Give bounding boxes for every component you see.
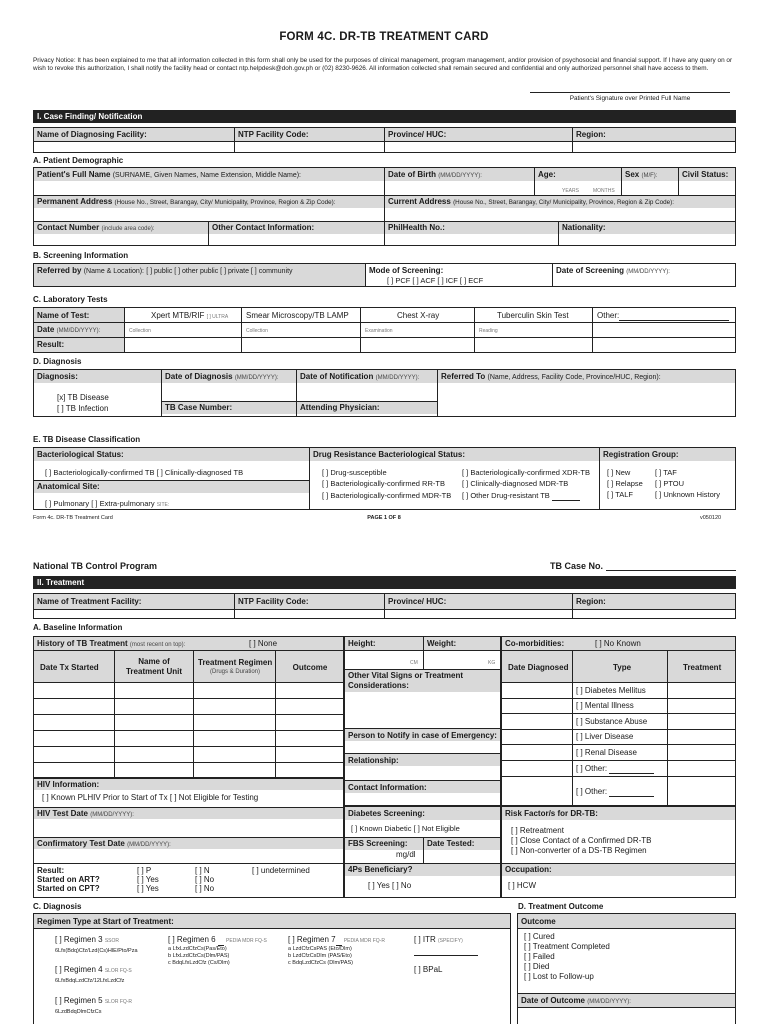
xpert-test[interactable]: Xpert MTB/RIF [ ] ULTRA: [151, 311, 229, 320]
regimen-3[interactable]: [ ] Regimen 3 SSOR: [55, 935, 119, 944]
col-treatment: Treatment: [683, 663, 722, 672]
cm-liver[interactable]: [ ] Liver Disease: [576, 732, 634, 741]
fbs-label: FBS Screening:: [348, 839, 408, 848]
mode-options[interactable]: [ ] PCF [ ] ACF [ ] ICF [ ] ECF: [387, 276, 484, 285]
collection2-label: Collection: [246, 328, 268, 334]
date-of-screening-field[interactable]: Date of Screening (MM/DD/YYYY):: [556, 266, 670, 275]
hcw-option[interactable]: [ ] HCW: [508, 881, 536, 890]
diagnosing-facility-label: Name of Diagnosing Facility:: [37, 130, 147, 139]
ntp-code-label: NTP Facility Code:: [238, 130, 309, 139]
cm-other-1[interactable]: [ ] Other:: [573, 763, 657, 775]
signature-line[interactable]: [530, 92, 730, 93]
program-name: National TB Control Program: [33, 561, 158, 571]
treatment-outcome-heading: D. Treatment Outcome: [518, 902, 604, 911]
regimen-7[interactable]: [ ] Regimen 7 PEDIA MDR FQ-R: [288, 935, 385, 944]
section-treatment: II. Treatment: [33, 576, 736, 589]
occupation-label: Occupation:: [505, 865, 552, 874]
cm-mental[interactable]: [ ] Mental Illness: [576, 701, 634, 710]
years-label: YEARS: [562, 188, 579, 194]
cm-other-2[interactable]: [ ] Other:: [573, 786, 657, 798]
outcome-table: [517, 913, 736, 1024]
weight-label: Weight:: [427, 639, 457, 648]
result-undetermined[interactable]: [ ] undetermined: [252, 866, 310, 875]
reg-relapse[interactable]: [ ] Relapse: [607, 479, 643, 488]
result-label: Result:: [37, 866, 65, 875]
tb-disease-option[interactable]: [x] TB Disease: [57, 393, 109, 402]
regimen-6a: a LfxLzdCfzCs(Pas/Eto): [168, 946, 227, 952]
contact-number-field[interactable]: Contact Number (include area code):: [37, 223, 155, 232]
reg-taf[interactable]: [ ] TAF: [655, 468, 677, 477]
anatomical-options[interactable]: [ ] Pulmonary [ ] Extra-pulmonary SITE:: [42, 498, 212, 511]
dr-option-3[interactable]: [ ] Bacteriologically-confirmed MDR-TB: [322, 491, 452, 500]
col-treatment-unit: Name of Treatment Unit: [125, 657, 182, 676]
col-type: Type: [613, 663, 632, 672]
cpt-label: Started on CPT?: [37, 884, 100, 893]
reg-new[interactable]: [ ] New: [607, 468, 631, 477]
bact-status-label: Bacteriological Status:: [37, 450, 124, 459]
treatment-facility-row: [33, 593, 736, 619]
regimen-5-drugs: 6LzdBdqDlmCfzCs: [55, 1009, 102, 1015]
risk-non-converter[interactable]: [ ] Non-converter of a DS-TB Regimen: [511, 846, 647, 855]
mgdl-unit: mg/dl: [396, 850, 416, 859]
dr-status-label: Drug Resistance Bacteriological Status:: [313, 450, 466, 459]
dr-option-4[interactable]: [ ] Bacteriologically-confirmed XDR-TB: [462, 468, 590, 477]
result-p[interactable]: [ ] P: [137, 866, 152, 875]
classification-heading: E. TB Disease Classification: [33, 435, 141, 444]
lab-result-label: Result:: [37, 340, 65, 349]
art-label: Started on ART?: [37, 875, 100, 884]
tb-infection-option[interactable]: [ ] TB Infection: [57, 404, 109, 413]
hiv-info-label: HIV Information:: [37, 780, 100, 789]
vitals-table: [344, 636, 501, 806]
dr-option-1[interactable]: [ ] Drug-susceptible: [322, 468, 387, 477]
p2-province-label: Province/ HUC:: [388, 597, 447, 606]
smear-test: Smear Microscopy/TB LAMP: [246, 311, 349, 320]
diabetic-options[interactable]: [ ] Known Diabetic [ ] Not Eligible: [351, 824, 460, 833]
region-label: Region:: [576, 130, 606, 139]
outcome-died[interactable]: [ ] Died: [524, 962, 550, 971]
mode-of-screening-label: Mode of Screening:: [369, 266, 444, 275]
cm-diabetes[interactable]: [ ] Diabetes Mellitus: [576, 686, 646, 695]
footer-left: Form 4c. DR-TB Treatment Card: [33, 515, 113, 521]
dr-option-6[interactable]: [ ] Other Drug-resistant TB: [459, 490, 583, 502]
section-case-finding: I. Case Finding/ Notification: [33, 110, 736, 123]
regimen-table: [33, 913, 511, 1024]
date-tested-label: Date Tested:: [427, 839, 475, 848]
confirmatory-date-field[interactable]: Confirmatory Test Date (MM/DD/YYYY):: [37, 839, 171, 848]
cpt-yes[interactable]: [ ] Yes: [137, 884, 159, 893]
lab-tests-heading: C. Laboratory Tests: [33, 295, 108, 304]
other-test-field[interactable]: Other:: [594, 310, 732, 322]
patient-demographic-table: [33, 167, 736, 246]
col-outcome: Outcome: [292, 663, 328, 672]
fourps-options[interactable]: [ ] Yes [ ] No: [368, 881, 412, 890]
outcome-completed[interactable]: [ ] Treatment Completed: [524, 942, 610, 951]
referred-by-field[interactable]: Referred by (Name & Location): [ ] public [ ] other public [ ] private [ ] community: [37, 266, 293, 275]
risk-factor-label: Risk Factor/s for DR-TB:: [505, 809, 598, 818]
art-no[interactable]: [ ] No: [195, 875, 215, 884]
notify-label: Person to Notify in case of Emergency:: [348, 731, 497, 740]
outcome-failed[interactable]: [ ] Failed: [524, 952, 555, 961]
col-date-diagnosed: Date Diagnosed: [508, 663, 569, 672]
comorbidities-table: [501, 636, 736, 806]
province-label: Province/ HUC:: [388, 130, 447, 139]
itr-option[interactable]: [ ] ITR (SPECIFY): [414, 935, 463, 944]
regimen-4-drugs: 6LfxBdqLzdCfz/12LfxLzdCfz: [55, 978, 125, 984]
regimen-7b: b LzdCfzCsDlm (PAS/Eto): [288, 953, 352, 959]
footer-right: v050120: [700, 515, 722, 521]
p2-ntp-label: NTP Facility Code:: [238, 597, 309, 606]
anatomical-site-label: Anatomical Site:: [37, 482, 100, 491]
outcome-label: Outcome: [521, 917, 556, 926]
reg-unknown[interactable]: [ ] Unknown History: [655, 490, 721, 499]
col-regimen: Treatment Regimen: [198, 658, 273, 667]
regimen-5[interactable]: [ ] Regimen 5 SLOR FQ-R: [55, 996, 133, 1005]
philhealth-field[interactable]: PhilHealth No.:: [388, 223, 445, 232]
diabetes-screening-label: Diabetes Screening:: [348, 809, 425, 818]
signature-label: Patient's Signature over Printed Full Name: [569, 95, 691, 102]
diabetes-table: [344, 806, 501, 898]
history-of-treatment-label: History of TB Treatment (most recent on top):: [37, 639, 186, 648]
treatment-facility-label: Name of Treatment Facility:: [37, 597, 142, 606]
no-known-option[interactable]: [ ] No Known: [595, 639, 641, 648]
vitals-label: Other Vital Signs or Treatment Considerations:: [348, 671, 463, 690]
form-title: FORM 4C. DR-TB TREATMENT CARD: [279, 31, 489, 43]
regimen-type-label: Regimen Type at Start of Treatment:: [37, 917, 174, 926]
regimen-7a: a LzdCfzCsPAS (Eto/Dlm): [288, 946, 352, 952]
full-name-field[interactable]: Patient's Full Name (SURNAME, Given Names, Name Extension, Middle Name):: [37, 170, 301, 179]
collection-label: Collection: [129, 328, 151, 334]
bact-options[interactable]: [ ] Bacteriologically-confirmed TB [ ] Clinically-diagnosed TB: [45, 468, 244, 477]
footer-center: PAGE 1 OF 8: [367, 515, 401, 521]
diagnosis-heading: D. Diagnosis: [33, 357, 82, 366]
regimen-7c: c BdqLzdCfzCs (Dlm/PAS): [288, 960, 353, 966]
risk-retreatment[interactable]: [ ] Retreatment: [511, 826, 564, 835]
cm-unit: CM: [410, 660, 418, 666]
date-of-outcome-field[interactable]: Date of Outcome (MM/DD/YYYY):: [521, 996, 631, 1005]
fourps-label: 4Ps Beneficiary?: [348, 865, 413, 874]
comorbidities-label: Co-morbidities:: [505, 639, 565, 648]
diagnosing-facility-row: [33, 127, 736, 153]
diagnosis-table: [33, 369, 736, 417]
hiv-options[interactable]: [ ] Known PLHIV Prior to Start of Tx [ ] Not Eligible for Testing: [42, 793, 259, 802]
col-regimen-hint: (Drugs & Duration): [209, 669, 260, 675]
history-table: [33, 636, 344, 778]
p2-region-label: Region:: [576, 597, 606, 606]
reading-label: Reading: [479, 328, 498, 334]
diagnosis-label: Diagnosis:: [37, 372, 78, 381]
col-date-started: Date Tx Started: [40, 663, 99, 672]
lab-date-label: Date (MM/DD/YYYY):: [37, 325, 101, 334]
hiv-table: [33, 778, 344, 898]
patient-demographic-heading: A. Patient Demographic: [33, 156, 124, 165]
date-of-diagnosis-field[interactable]: Date of Diagnosis (MM/DD/YYYY):: [165, 372, 279, 381]
regimen-6b: b LfxLzdCfzCs(Dlm/PAS): [168, 953, 230, 959]
regimen-6[interactable]: [ ] Regimen 6 PEDIA MDR FQ-S: [168, 935, 267, 944]
dob-field[interactable]: Date of Birth (MM/DD/YYYY):: [388, 170, 482, 179]
dr-option-5[interactable]: [ ] Clinically-diagnosed MDR-TB: [462, 479, 569, 488]
height-label: Height:: [348, 639, 376, 648]
name-of-test-label: Name of Test:: [37, 311, 90, 320]
relationship-label: Relationship:: [348, 756, 399, 765]
exam-label: Examination: [365, 328, 393, 334]
screening-heading: B. Screening Information: [33, 251, 129, 260]
risk-table: [501, 806, 736, 898]
lab-tests-table: [33, 307, 736, 353]
sex-field[interactable]: Sex (M/F):: [625, 170, 658, 179]
p2-diagnosis-heading: C. Diagnosis: [33, 902, 82, 911]
baseline-heading: A. Baseline Information: [33, 623, 123, 632]
cm-renal[interactable]: [ ] Renal Disease: [576, 748, 637, 757]
cpt-no[interactable]: [ ] No: [195, 884, 215, 893]
other-contact-field[interactable]: Other Contact Information:: [212, 223, 315, 232]
regimen-3-drugs: 6Lfx(Bdq)Cfz/Lzd(Cs)HlE/Pto/Pza: [55, 948, 138, 954]
reg-talf[interactable]: [ ] TALF: [607, 490, 633, 499]
art-yes[interactable]: [ ] Yes: [137, 875, 159, 884]
tb-case-no-field[interactable]: TB Case No.: [550, 561, 736, 571]
attending-physician-field[interactable]: Attending Physician:: [300, 403, 380, 412]
screening-table: [33, 263, 736, 287]
contact-info-label: Contact Information:: [348, 783, 427, 792]
date-of-notification-field[interactable]: Date of Notification (MM/DD/YYYY):: [300, 372, 420, 381]
hiv-test-date-field[interactable]: HIV Test Date (MM/DD/YYYY):: [37, 809, 134, 818]
dr-option-2[interactable]: [ ] Bacteriologically-confirmed RR-TB: [322, 479, 445, 488]
months-label: MONTHS: [593, 188, 615, 194]
registration-group-label: Registration Group:: [603, 450, 679, 459]
cm-substance[interactable]: [ ] Substance Abuse: [576, 717, 648, 726]
outcome-cured[interactable]: [ ] Cured: [524, 932, 555, 941]
history-none-option[interactable]: [ ] None: [249, 639, 278, 648]
regimen-6c: c BdqLfxLzdCfz (Cs/Dlm): [168, 960, 230, 966]
age-field[interactable]: Age:: [538, 170, 556, 179]
result-n[interactable]: [ ] N: [195, 866, 210, 875]
reg-ptou[interactable]: [ ] PTOU: [655, 479, 685, 488]
nationality-field[interactable]: Nationality:: [562, 223, 606, 232]
referred-to-field[interactable]: Referred To (Name, Address, Facility Code, Province/HUC, Region):: [441, 372, 661, 381]
classification-table: [33, 447, 736, 510]
regimen-4[interactable]: [ ] Regimen 4 SLOR FQ-S: [55, 965, 132, 974]
civil-status-field[interactable]: Civil Status:: [682, 170, 729, 179]
bpal-option[interactable]: [ ] BPaL: [414, 965, 443, 974]
current-address-field[interactable]: Current Address (House No., Street, Barangay, City/ Municipality, Province, Region & Zip Code):: [388, 197, 675, 206]
permanent-address-field[interactable]: Permanent Address (House No., Street, Barangay, City/ Municipality, Province, Region & Zip Code):: [37, 197, 336, 206]
tb-case-number-field[interactable]: TB Case Number:: [165, 403, 233, 412]
outcome-ltfu[interactable]: [ ] Lost to Follow-up: [524, 972, 594, 981]
tst-test: Tuberculin Skin Test: [497, 311, 569, 320]
privacy-notice: Privacy Notice: It has been explained to me that all information collected in this form shall only be used for the purposes of clinical management, program management, and/or provision of psychosocial and financial support. If I have any query on or wish to revoke this authorization, I shall notify the facility head or contact ntp.helpdesk@doh.gov.ph or (02) 8230-9626. All information collected shall remain secured and confidential and only authorized personnel shall have access to them.: [33, 57, 733, 72]
xray-test: Chest X-ray: [397, 311, 440, 320]
risk-close-contact[interactable]: [ ] Close Contact of a Confirmed DR-TB: [511, 836, 652, 845]
kg-unit: KG: [488, 660, 496, 666]
